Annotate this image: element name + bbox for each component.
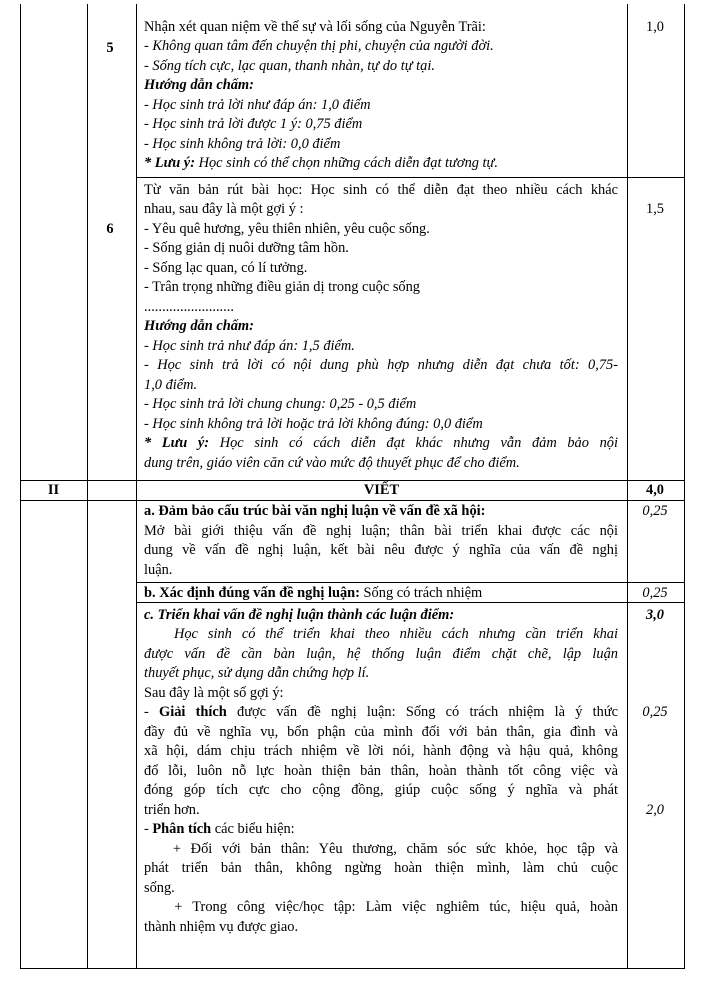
answer-line: - Không quan tâm đến chuyện thị phi, chuyện của người đời.	[144, 38, 494, 54]
section-number: II	[47, 482, 60, 498]
analysis-line: + Trong công việc/học tập: Làm việc nghiêm túc, hiệu quả, hoàn	[144, 899, 618, 915]
part-b-text: Sống có trách nhiệm	[359, 585, 483, 601]
note-text: Học sinh có thể chọn những cách diễn đạt tương tự.	[195, 155, 498, 171]
explain-line: đầy đủ về nghĩa vụ, bổn phận của mình đối với bản thân, gia đình và	[144, 724, 618, 740]
analysis-line: phát triển bản thân, không ngừng hoàn thiện mình, làm chủ cuộc	[144, 860, 618, 876]
part-a-line: dung về vấn đề nghị luận, kết bài nêu được ý nghĩa của vấn đề nghị	[144, 542, 618, 558]
part-b	[144, 584, 482, 603]
note-line	[144, 434, 618, 453]
answer-line: - Sống tích cực, lạc quan, thanh nhàn, tự do tự tại.	[144, 58, 435, 74]
answer-line: nhau, sau đây là một gợi ý :	[144, 201, 304, 217]
question-number: 5	[106, 40, 114, 56]
analysis-label: Phân tích	[152, 821, 212, 837]
answer-line: Từ văn bản rút bài học: Học sinh có thể diễn đạt theo nhiều cách khác	[144, 182, 618, 198]
analysis-line: sống.	[144, 880, 175, 896]
part-c-score: 3,0	[646, 607, 664, 623]
explain-score: 0,25	[642, 704, 668, 720]
note-label: * Lưu ý:	[144, 155, 195, 171]
part-a-line: luận.	[144, 562, 173, 578]
part-c-intro-line: Học sinh có thể triển khai theo nhiều cách nhưng cần triển khai	[144, 626, 619, 642]
part-a-score: 0,25	[642, 503, 668, 519]
part-a-heading: a. Đảm bảo cấu trúc bài văn nghị luận về vấn đề xã hội:	[144, 503, 486, 519]
note-line: dung trên, giáo viên căn cứ vào mức độ thuyết phục để cho điểm.	[144, 455, 520, 471]
row-divider	[136, 177, 684, 178]
analysis-line: + Đối với bản thân: Yêu thương, chăm sóc sức khỏe, học tập và	[144, 841, 618, 857]
part-c-intro-line: thuyết phục, sử dụng dẫn chứng hợp lí.	[144, 665, 370, 681]
row-divider	[136, 582, 684, 583]
column-divider-1	[87, 4, 88, 968]
grading-line: 1,0 điểm.	[144, 377, 198, 393]
answer-line: .........................	[144, 299, 234, 315]
section-score: 4,0	[646, 482, 664, 498]
grading-line: - Học sinh trả lời có nội dung phù hợp nhưng diễn đạt chưa tốt: 0,75-	[144, 357, 618, 373]
grading-line: - Học sinh trả lời được 1 ý: 0,75 điểm	[144, 116, 363, 132]
section-title: VIẾT	[363, 482, 400, 498]
answer-line: Nhận xét quan niệm về thế sự và lối sống của Nguyễn Trãi:	[144, 19, 486, 35]
explain-line: triển hơn.	[144, 802, 200, 818]
analysis-line	[144, 820, 295, 839]
part-c-suggestion: Sau đây là một số gợi ý:	[144, 685, 284, 701]
bullet: -	[144, 704, 160, 720]
part-c-intro-line: được vấn đề cần bàn luận, hệ thống luận điểm chặt chẽ, lập luận	[144, 646, 618, 662]
grading-guide-heading: Hướng dẫn chấm:	[144, 318, 254, 334]
note-line	[144, 154, 498, 173]
grading-line: - Học sinh trả lời như đáp án: 1,0 điểm	[144, 97, 371, 113]
analysis-text: các biểu hiện:	[211, 821, 295, 837]
analysis-score: 2,0	[646, 802, 664, 818]
note-label: * Lưu ý:	[144, 435, 210, 451]
grading-line: - Học sinh trả như đáp án: 1,5 điểm.	[144, 338, 355, 354]
explain-line: đổ lỗi, luôn nỗ lực hoàn thiện bản thân, hoàn thành tốt công việc và	[144, 763, 618, 779]
grading-line: - Học sinh trả lời chung chung: 0,25 - 0,5 điểm	[144, 396, 417, 412]
part-c-heading: c. Triển khai vấn đề nghị luận thành các luận điểm:	[144, 607, 455, 623]
explain-line: xã hội, dám chịu trách nhiệm về lời nói, hành động và hậu quả, không	[144, 743, 618, 759]
explain-text: được vấn đề nghị luận: Sống có trách nhiệm là ý thức	[226, 704, 619, 720]
explain-line: đóng góp tích cực cho cộng đồng, giúp cuộc sống ý nghĩa và phát	[144, 782, 618, 798]
answer-line: - Sống giản dị nuôi dưỡng tâm hồn.	[144, 240, 349, 256]
part-b-score: 0,25	[642, 585, 668, 601]
grading-line: - Học sinh không trả lời hoặc trả lời không đúng: 0,0 điểm	[144, 416, 483, 432]
part-a-line: Mở bài giới thiệu vấn đề nghị luận; thân bài triển khai được các nội	[144, 523, 618, 539]
answer-line: - Yêu quê hương, yêu thiên nhiên, yêu cuộc sống.	[144, 221, 430, 237]
answer-line: - Sống lạc quan, có lí tưởng.	[144, 260, 308, 276]
analysis-line: thành nhiệm vụ được giao.	[144, 919, 299, 935]
grading-line: - Học sinh không trả lời: 0,0 điểm	[144, 136, 341, 152]
explain-label: Giải thích	[159, 704, 227, 720]
answer-line: - Trân trọng những điều giản dị trong cuộc sống	[144, 279, 421, 295]
bullet: -	[144, 821, 153, 837]
question-score: 1,0	[646, 19, 664, 35]
note-text: Học sinh có cách diễn đạt khác nhưng vẫn đảm bảo nội	[209, 435, 618, 451]
question-number: 6	[106, 221, 114, 237]
question-score: 1,5	[646, 201, 664, 217]
explain-line	[144, 703, 618, 722]
part-b-heading: b. Xác định đúng vấn đề nghị luận:	[144, 585, 360, 601]
grading-guide-heading: Hướng dẫn chấm:	[144, 77, 254, 93]
